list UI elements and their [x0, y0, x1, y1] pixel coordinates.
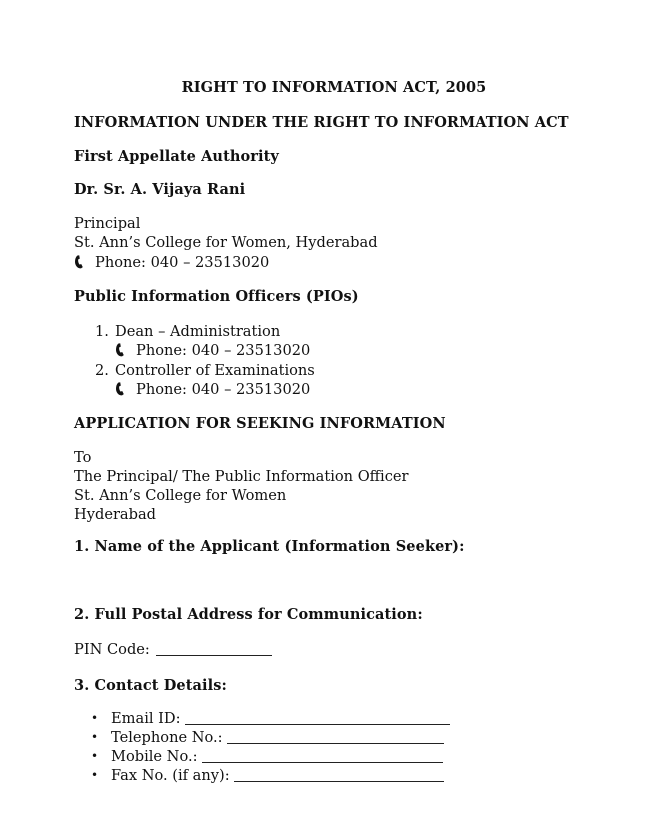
appellate-phone-line — [74, 253, 269, 273]
pio-title: Controller of Examinations — [115, 362, 315, 379]
phone-icon — [115, 343, 129, 357]
mobile-label: Mobile No.: — [111, 748, 198, 765]
pio-item-2 — [95, 361, 315, 381]
contact-item-email — [91, 709, 450, 729]
section-postal-address: 2. Full Postal Address for Communication: — [74, 606, 423, 623]
contact-item-mobile — [91, 747, 443, 767]
first-appellate-heading: First Appellate Authority — [74, 148, 279, 165]
phone-icon — [115, 382, 129, 396]
pios-heading: Public Information Officers (PIOs) — [74, 288, 359, 305]
section-contact-details: 3. Contact Details: — [74, 677, 227, 694]
pin-code-row — [74, 640, 272, 660]
appellate-phone[interactable]: Phone: 040 – 23513020 — [95, 254, 270, 271]
email-label: Email ID: — [111, 710, 181, 727]
bullet: • — [91, 711, 99, 725]
pio-phone-line-2 — [115, 380, 310, 400]
pio-phone-line-1 — [115, 341, 310, 361]
mobile-field[interactable] — [202, 749, 443, 763]
address-line-college: St. Ann’s College for Women — [74, 487, 287, 504]
section-applicant-name: 1. Name of the Applicant (Information Seeker): — [74, 538, 465, 555]
appellate-institution: St. Ann’s College for Women, Hyderabad — [74, 234, 378, 251]
pio-item-1 — [95, 322, 280, 342]
bullet: • — [91, 730, 99, 744]
telephone-field[interactable] — [227, 730, 444, 744]
bullet: • — [91, 749, 99, 763]
pio-phone[interactable]: Phone: 040 – 23513020 — [136, 342, 311, 359]
fax-field[interactable] — [234, 768, 444, 782]
pin-code-label: PIN Code: — [74, 641, 150, 658]
telephone-label: Telephone No.: — [111, 729, 223, 746]
address-line-city: Hyderabad — [74, 506, 157, 523]
pio-title: Dean – Administration — [115, 323, 281, 340]
section-subtitle: INFORMATION UNDER THE RIGHT TO INFORMATION ACT — [74, 114, 569, 131]
appellate-name: Dr. Sr. A. Vijaya Rani — [74, 181, 246, 198]
pio-phone[interactable]: Phone: 040 – 23513020 — [136, 381, 311, 398]
contact-item-telephone — [91, 728, 444, 748]
phone-icon — [74, 255, 88, 269]
address-line-to: To — [74, 449, 92, 466]
contact-item-fax — [91, 766, 444, 786]
email-field[interactable] — [185, 711, 450, 725]
address-line-recipient: The Principal/ The Public Information Officer — [74, 468, 409, 485]
appellate-designation: Principal — [74, 215, 141, 232]
bullet: • — [91, 768, 99, 782]
application-heading: APPLICATION FOR SEEKING INFORMATION — [74, 415, 446, 432]
pio-number: 1. — [95, 323, 109, 340]
fax-label: Fax No. (if any): — [111, 767, 230, 784]
pin-code-field[interactable] — [156, 642, 272, 656]
pio-number: 2. — [95, 362, 109, 379]
document-title: RIGHT TO INFORMATION ACT, 2005 — [181, 79, 487, 96]
